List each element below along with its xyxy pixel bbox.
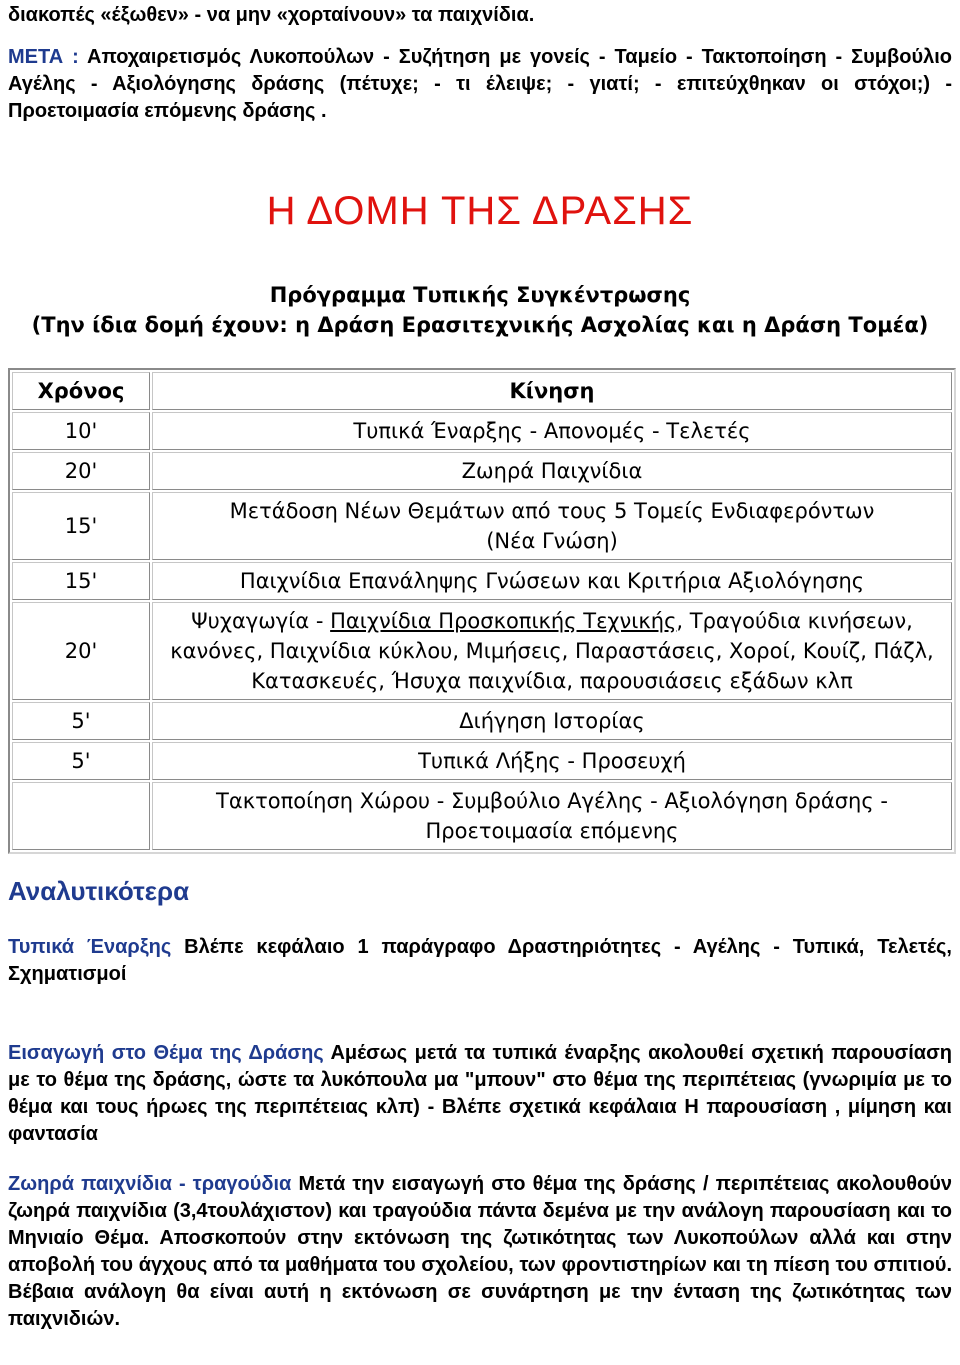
program-table	[8, 368, 956, 854]
table-row	[12, 412, 952, 450]
activity-line: Προετοιμασία επόμενης	[425, 819, 679, 843]
time-cell: 20'	[12, 452, 150, 490]
section-label: Τυπικά Έναρξης	[8, 936, 172, 958]
time-cell: 15'	[12, 492, 150, 560]
meta-paragraph	[8, 44, 952, 125]
section-text: Μετά την εισαγωγή στο θέμα της δράσης / περιπέτειας ακολουθούν ζωηρά παιχνίδια (3,4τουλάχιστον) και τραγούδια πάντα δεμένα με την ανάλογη παρουσίαση και το Μηνιαίο Θέμα. Αποσκοπούν στην εκτόνωση της ζωτικότητας των Λυκοπούλων αλλά και στην αποβολή του άγχους από τα μαθήματα του σχολείου, των φροντιστηρίων και τη πίεση του σπιτιού. Βέβαια ανάλογη θα είναι αυτή η εκτόνωση σε συνάρτηση με την ένταση της ζωτικότητας των παιχνιδιών.	[8, 1173, 952, 1330]
activity-cell: Διήγηση Ιστορίας	[152, 702, 952, 740]
time-cell	[12, 782, 150, 850]
activity-post: , Τραγούδια κινήσεων, κανόνες, Παιχνίδια κύκλου, Μιμήσεις, Παραστάσεις, Χοροί, Κουίζ, Πάζλ, Κατασκευές, Ήσυχα παιχνίδια, παρουσιάσεις εξάδων κλπ	[170, 609, 934, 693]
section-paragraph	[8, 934, 952, 988]
table-row	[12, 602, 952, 700]
table-row	[12, 782, 952, 850]
activity-cell: Τυπικά Έναρξης - Απονομές - Τελετές	[152, 412, 952, 450]
table-header-row	[12, 372, 952, 410]
activity-line: Τακτοποίηση Χώρου - Συμβούλιο Αγέλης - Αξιολόγηση δράσης -	[216, 789, 888, 813]
scout-games-link[interactable]: Παιχνίδια Προσκοπικής Τεχνικής	[330, 609, 677, 633]
section-text: Αμέσως μετά τα τυπικά έναρξης ακολουθεί σχετική παρουσίαση με το θέμα της δράσης, ώστε τα λυκόπουλα μα "μπουν" στο θέμα της περιπέτειας (γνωριμία με το θέμα και τους ήρωες της περιπέτειας κλπ) - Βλέπε σχετικά κεφάλαια Η παρουσίαση , μίμηση και φαντασία	[8, 1042, 952, 1145]
table-row	[12, 702, 952, 740]
page-title: Η ΔΟΜΗ ΤΗΣ ΔΡΑΣΗΣ	[266, 189, 694, 233]
table-row	[12, 742, 952, 780]
time-cell: 20'	[12, 602, 150, 700]
subtitle-note: (Την ίδια δομή έχουν: η Δράση Ερασιτεχνικής Ασχολίας και η Δράση Τομέα)	[31, 313, 929, 337]
time-cell: 5'	[12, 742, 150, 780]
time-cell: 5'	[12, 702, 150, 740]
meta-text: Αποχαιρετισμός Λυκοπούλων - Συζήτηση με γονείς - Ταμείο - Τακτοποίηση - Συμβούλιο Αγέλης - Αξιολόγησης δράσης (πέτυχε; - τι έλειψε; - γιατί; - επιτεύχθηκαν οι στόχοι;) - Προετοιμασία επόμενης δράσης .	[8, 46, 952, 122]
section-label: Ζωηρά παιχνίδια - τραγούδια	[8, 1173, 292, 1195]
section-paragraph	[8, 1040, 952, 1148]
table-row	[12, 562, 952, 600]
time-cell: 10'	[12, 412, 150, 450]
analysis-heading: Αναλυτικότερα	[8, 876, 190, 906]
section-label: Εισαγωγή στο Θέμα της Δράσης	[8, 1042, 324, 1064]
activity-pre: Ψυχαγωγία -	[191, 609, 331, 633]
activity-line: Μετάδοση Νέων Θεμάτων από τους 5 Τομείς Ενδιαφερόντων	[229, 499, 875, 523]
header-activity: Κίνηση	[152, 372, 952, 410]
intro-line	[8, 2, 952, 29]
activity-cell: Ζωηρά Παιχνίδια	[152, 452, 952, 490]
activity-cell: Παιχνίδια Επανάληψης Γνώσεων και Κριτήρια Αξιολόγησης	[152, 562, 952, 600]
activity-line: (Νέα Γνώση)	[486, 529, 618, 553]
section-paragraph	[8, 1171, 952, 1333]
subtitle-program: Πρόγραμμα Τυπικής Συγκέντρωσης	[269, 283, 691, 307]
table-row	[12, 452, 952, 490]
table-row	[12, 492, 952, 560]
intro-text: διακοπές «έξωθεν» - να μην «χορταίνουν» τα παιχνίδια.	[8, 4, 535, 26]
activity-cell	[152, 782, 952, 850]
activity-cell	[152, 602, 952, 700]
activity-cell: Τυπικά Λήξης - Προσευχή	[152, 742, 952, 780]
activity-cell	[152, 492, 952, 560]
section-text: Βλέπε κεφάλαιο 1 παράγραφο Δραστηριότητες - Αγέλης - Τυπικά, Τελετές, Σχηματισμοί	[8, 936, 952, 985]
header-time: Χρόνος	[12, 372, 150, 410]
meta-label: ΜΕΤΑ :	[8, 46, 79, 68]
time-cell: 15'	[12, 562, 150, 600]
